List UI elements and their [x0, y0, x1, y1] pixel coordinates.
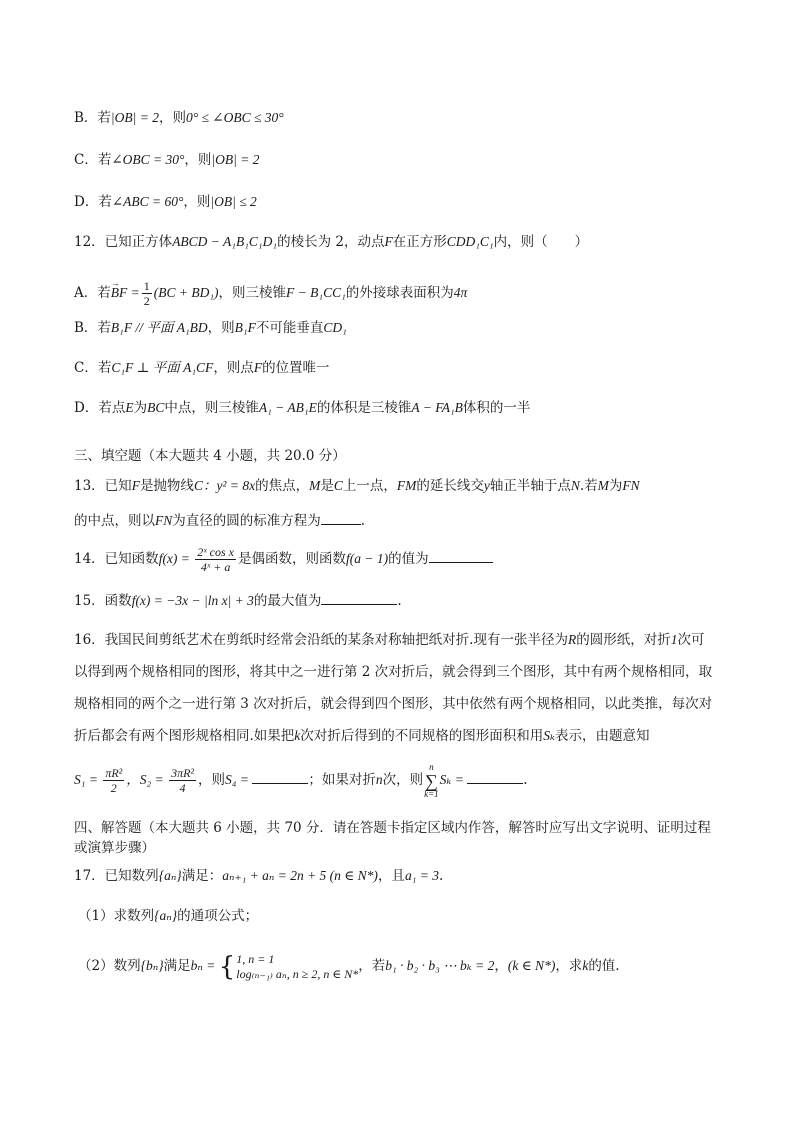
q12-stem [74, 232, 734, 252]
summation [424, 763, 439, 799]
text: ，则 [207, 320, 235, 336]
q13-line-1 [74, 476, 734, 496]
option-label: A．若 [74, 285, 111, 301]
math-solid: A − FA₁B [411, 400, 463, 415]
text: ，求 [555, 958, 583, 974]
text: . [523, 772, 528, 788]
option-label: B．若 [74, 110, 111, 126]
text: 不可能垂直 [255, 320, 324, 336]
question-text: 17．已知数列 [74, 868, 159, 884]
q11-option-d [74, 192, 734, 212]
text: 的位置唯一 [262, 360, 330, 376]
math-condition: |OB| = 2 [110, 110, 159, 125]
fraction-numerator: 1 [143, 279, 150, 294]
math-number: 1 [670, 632, 678, 647]
fraction-numerator: 2ˣ cos x [197, 545, 234, 559]
text: 为直径的圆的标准方程为 [172, 513, 321, 529]
text: （1）求数列 [78, 908, 155, 924]
math-definition: bₙ = [190, 958, 219, 973]
math-solid: A₁ − AB₁E [258, 400, 317, 415]
math-condition: ∠OBC = 30° [111, 152, 185, 167]
vector-bf: → BF = [111, 276, 140, 310]
text: 的值. [588, 958, 620, 974]
math-s1: S₁ = [74, 772, 102, 787]
option-label: B．若 [74, 320, 111, 336]
text: . [397, 593, 402, 609]
text: 的通项公式； [177, 908, 259, 924]
text: ，则 [198, 772, 226, 788]
math-function: f(x) = [158, 551, 194, 566]
math-face: CDD₁C₁ [446, 234, 494, 249]
fraction [195, 545, 236, 574]
text: ，若 [358, 958, 386, 974]
text: 的焦点， [255, 478, 310, 494]
text: 折后都会有两个图形规格相同.如果把 [74, 728, 295, 744]
text: 为 [133, 400, 148, 416]
fraction-denominator: 2 [143, 294, 150, 309]
text: ， [494, 958, 508, 974]
answer-blank [429, 548, 493, 563]
q17-stem [74, 866, 734, 886]
math-radius: R [567, 632, 577, 647]
text: ，则 [184, 152, 212, 168]
q11-option-c [74, 150, 734, 170]
text: 的最大值为 [253, 593, 322, 609]
fraction [169, 766, 196, 795]
math-sum-term: Sₖ = [439, 772, 468, 787]
question-text: 15．函数 [74, 593, 132, 609]
text: 次对折后得到的不同规格的图形面积和用 [300, 728, 544, 744]
math-result: |OB| = 2 [211, 152, 260, 167]
text: 的圆形纸，对折 [576, 632, 671, 648]
math-line: CD₁ [323, 320, 347, 335]
math-expression: f(a − 1) [346, 551, 389, 566]
text: ，则三棱锥 [218, 285, 287, 301]
math-point: M [597, 478, 609, 493]
math-function: f(x) = −3x − |ln x| + 3 [131, 593, 254, 608]
q14 [74, 542, 734, 576]
fraction-half [142, 279, 152, 308]
case-2: log₍ₙ₋₁₎ aₙ, n ≥ 2, n ∈ N* [236, 966, 359, 981]
q16-line-2: 以得到两个规格相同的图形，将其中之一进行第 2 次对折后，就会得到三个图形，其中有两个规格相同，取 [74, 664, 713, 680]
math-cube: ABCD − A₁B₁C₁D₁ [172, 234, 278, 249]
question-text: 在正方形 [392, 234, 447, 250]
fraction-denominator: 4 [179, 781, 186, 795]
option-label: C．若 [74, 360, 112, 376]
q17-part-2 [78, 946, 738, 986]
text: 上一点， [342, 478, 397, 494]
math-vector-eq [110, 279, 219, 309]
math-sequence: {aₙ} [158, 868, 182, 883]
text: 表示，由题意知 [554, 728, 650, 744]
fraction-numerator: πR² [105, 766, 123, 780]
text: ，且 [377, 868, 405, 884]
text: 满足： [181, 868, 223, 884]
math-sequence: {aₙ} [154, 908, 178, 923]
q17-part-1 [78, 906, 738, 926]
question-text: 14．已知函数 [74, 551, 159, 567]
fraction-denominator: 2 [110, 781, 117, 795]
q15 [74, 590, 734, 611]
text: ，则点 [213, 360, 254, 376]
q12-option-a [74, 276, 734, 310]
math-variable: k [294, 728, 301, 743]
text: ；如果对折 [308, 772, 376, 788]
text: . [439, 868, 444, 884]
sigma-icon: ∑ [424, 770, 438, 791]
answer-blank [252, 769, 308, 784]
text: 中点，则三棱锥 [164, 400, 259, 416]
math-condition: B₁F // 平面 A₁BD [110, 320, 208, 335]
text: 的外接球表面积为 [345, 285, 454, 301]
math-segment: FM [396, 478, 417, 493]
math-condition: (k ∈ N*) [507, 958, 556, 973]
math-curve: C [333, 478, 343, 493]
question-text: 内，则（ ） [493, 234, 589, 250]
text: 是偶函数，则函数 [238, 551, 346, 567]
section-heading-solve-line-1: 四、解答题（本大题共 6 小题，共 70 分．请在答题卡指定区域内作答，解答时应写出文字说明、证明过程 [74, 820, 711, 836]
math-variable: n [375, 772, 383, 787]
math-point: F [384, 234, 393, 249]
math-point: F [131, 478, 140, 493]
math-point: E [125, 400, 134, 415]
text: 是 [320, 478, 334, 494]
math-product: b₁ · b₂ · b₃ ⋯ bₖ = 2 [385, 958, 495, 973]
q16-line-3: 规格相同的两个之一进行第 3 次对折后，就会得到四个图形，其中依然有两个规格相同，以此类推，每次对 [74, 696, 713, 712]
math-segment: FN [155, 513, 173, 528]
text: 次可 [677, 632, 705, 648]
fraction [103, 766, 124, 795]
case-1: 1, n = 1 [236, 951, 275, 966]
text: 的延长线交 [416, 478, 484, 494]
text: ，则 [158, 110, 186, 126]
math-solid: F − B₁CC₁ [286, 285, 346, 300]
math-s4: S₄ = [225, 772, 253, 787]
math-result: 0° ≤ ∠OBC ≤ 30° [185, 110, 284, 125]
math-line: B₁F [234, 320, 256, 335]
math-initial: a₁ = 3 [404, 868, 439, 883]
text: 满足 [163, 958, 191, 974]
math-segment: BC [147, 400, 165, 415]
math-condition: ∠ABC = 60° [111, 194, 184, 209]
q12-option-d [74, 398, 734, 418]
text: 体积的一半 [462, 400, 531, 416]
vector-sum: (BC + BD₁) [153, 285, 219, 300]
text: 是抛物线 [139, 478, 194, 494]
math-variable: Sₖ [543, 728, 555, 743]
text: . [360, 513, 366, 529]
math-point: M [309, 478, 321, 493]
text: 的体积是三棱锥 [316, 400, 412, 416]
math-variable: k [582, 958, 589, 973]
option-label: C．若 [74, 152, 112, 168]
question-text: 13．已知 [74, 478, 132, 494]
answer-blank [321, 590, 397, 605]
q16-line-1 [74, 630, 734, 650]
piecewise-cases [236, 952, 358, 982]
math-sequence: {bₙ} [140, 958, 164, 973]
q16-line-4 [74, 726, 734, 746]
text: 为 [608, 478, 623, 494]
math-result: |OB| ≤ 2 [210, 194, 257, 209]
question-text: 的棱长为 2，动点 [277, 234, 385, 250]
math-s2: ，S₂ = [126, 772, 168, 787]
text: （2）数列 [78, 958, 141, 974]
math-point: N [570, 478, 580, 493]
question-text: 16．我国民间剪纸艺术在剪纸时经常会沿纸的某条对称轴把纸对折.现有一张半径为 [74, 632, 568, 648]
math-segment: FN [622, 478, 640, 493]
math-condition: C₁F ⊥ 平面 A₁CF [111, 360, 214, 375]
text: 轴正半轴于点 [489, 478, 571, 494]
math-value: 4π [453, 285, 468, 300]
text: 的值为 [388, 551, 429, 567]
text: ，则 [183, 194, 211, 210]
q11-option-b [74, 108, 734, 128]
math-parabola: C：y² = 8x [193, 478, 256, 493]
option-label: D．若 [74, 194, 112, 210]
section-heading-fill-in: 三、填空题（本大题共 4 小题，共 20.0 分） [74, 448, 346, 464]
text: 次，则 [382, 772, 424, 788]
math-axis: y [483, 478, 490, 493]
answer-blank [321, 510, 361, 525]
sum-lower: k=1 [424, 788, 439, 799]
q16-line-5 [74, 760, 734, 800]
fraction-numerator: 3πR² [171, 766, 195, 780]
q12-option-c [74, 358, 734, 378]
math-point: F [253, 360, 263, 375]
text: 的中点，则以 [74, 513, 155, 529]
left-brace-icon: { [218, 951, 236, 982]
math-recurrence: aₙ₊₁ + aₙ = 2n + 5 (n ∈ N*) [222, 868, 378, 883]
sum-upper: n [429, 761, 434, 772]
text: .若 [579, 478, 598, 494]
answer-blank [467, 769, 523, 784]
question-text: 12．已知正方体 [74, 234, 173, 250]
section-heading-solve-line-2: 或演算步骤） [74, 840, 155, 856]
option-label: D．若点 [74, 400, 126, 416]
q13-line-2 [74, 510, 734, 531]
fraction-denominator: 4ˣ + a [200, 560, 231, 574]
q12-option-b [74, 318, 734, 338]
